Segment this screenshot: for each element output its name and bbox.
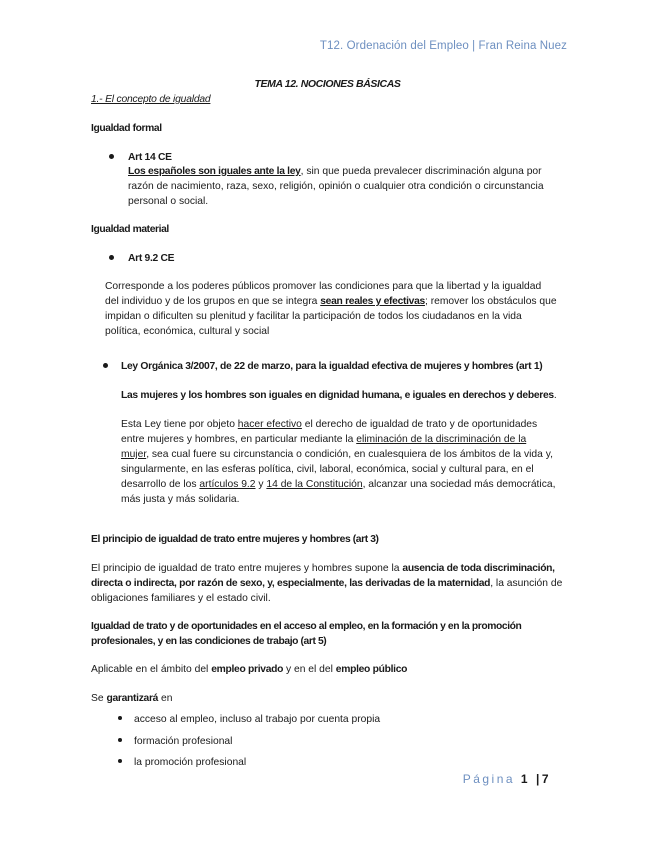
paragraph-ley [121, 417, 566, 507]
paragraph-garantizara [91, 691, 172, 706]
page-header: T12. Ordenación del Empleo | Fran Reina Nuez [319, 40, 567, 52]
bullet-label: Art 14 CE [128, 152, 172, 163]
bullet-label: Ley Orgánica 3/2007, de 22 de marzo, para la igualdad efectiva de mujeres y hombres (art 1) [121, 361, 543, 372]
bullet-icon [118, 716, 122, 720]
list-item-label: acceso al empleo, incluso al trabajo por cuenta propia [134, 714, 381, 725]
text-line: más justa y más solidaria. [121, 494, 240, 505]
underlined-text: eliminación de la discriminación de la [356, 434, 527, 445]
document-title: TEMA 12. NOCIONES BÁSICAS [254, 78, 401, 90]
text: desarrollo de los [121, 479, 200, 490]
bold-text: empleo privado [211, 664, 284, 675]
text-line: política, económica, cultural y social [105, 326, 270, 337]
bullet-ley-organica [103, 359, 542, 374]
underlined-text: Los españoles son iguales ante la ley [128, 166, 301, 177]
bold-text: empleo público [335, 664, 408, 675]
section-heading: 1.- El concepto de igualdad [91, 94, 211, 105]
underlined-text: 14 de la Constitución [266, 479, 363, 490]
bullet-art14 [109, 150, 172, 165]
page-total: 7 [541, 772, 551, 786]
paragraph-art92 [105, 279, 565, 339]
text: ; remover los obstáculos que [424, 296, 557, 307]
paragraph-aplicable [91, 662, 407, 677]
list-item-label: formación profesional [134, 736, 233, 747]
page-number: 1 [520, 772, 531, 786]
text: del individuo y de los grupos en que se integra [105, 296, 321, 307]
list-item-label: la promoción profesional [134, 757, 247, 768]
text: entre mujeres y hombres, en particular mediante la [121, 434, 357, 445]
text: , alcanzar una sociedad más democrática, [362, 479, 556, 490]
text-line: personal o social. [128, 196, 209, 207]
heading-igualdad-oportunidades [91, 619, 566, 649]
bold-text: garantizará [106, 693, 159, 704]
bold-text: directa o indirecta, por razón de sexo, y, especialmente, las derivadas de la maternidad [91, 578, 491, 589]
heading-line: Igualdad de trato y de oportunidades en el acceso al empleo, en la formación y en la promoción [91, 621, 522, 632]
text-line: singularmente, en las esferas política, civil, laboral, económica, social y cultural para, en el [121, 464, 534, 475]
underlined-text: mujer [121, 449, 147, 460]
text-line: impidan o dificulten su plenitud y facilitar la participación de todos los ciudadanos en la vida [105, 311, 522, 322]
paragraph-art14 [128, 164, 564, 209]
heading-igualdad-material: Igualdad material [91, 224, 169, 235]
text: . [553, 390, 557, 401]
text-line: obligaciones familiares y el estado civil. [91, 593, 271, 604]
text: Aplicable en el ámbito del [91, 664, 212, 675]
underlined-text: artículos 9.2 [199, 479, 256, 490]
list-item [118, 734, 232, 749]
text: , sea cual fuere su circunstancia o condición, en cualesquiera de los ámbitos de la vida y, [146, 449, 553, 460]
underlined-text: sean reales y efectivas [320, 296, 425, 307]
bullet-icon [103, 363, 108, 368]
paragraph-principio [91, 561, 566, 606]
bullet-label: Art 9.2 CE [128, 253, 175, 264]
bullet-icon [118, 759, 122, 763]
text: Esta Ley tiene por objeto [121, 419, 238, 430]
heading-principio-igualdad: El principio de igualdad de trato entre mujeres y hombres (art 3) [91, 534, 379, 545]
text: el derecho de igualdad de trato y de oportunidades [301, 419, 538, 430]
bullet-art92 [109, 251, 174, 266]
bullet-icon [118, 738, 122, 742]
bold-statement [121, 388, 566, 403]
text: El principio de igualdad de trato entre mujeres y hombres supone la [91, 563, 403, 574]
bold-text: ausencia de toda discriminación, [402, 563, 555, 574]
text: , la asunción de [490, 578, 563, 589]
bullet-icon [109, 255, 114, 260]
text: en [158, 693, 173, 704]
text: Se [91, 693, 107, 704]
text-line: razón de nacimiento, raza, sexo, religión, opinión o cualquier otra condición o circunstancia [128, 181, 544, 192]
underlined-text: hacer efectivo [237, 419, 302, 430]
text: Las mujeres y los hombres son iguales en dignidad humana, e iguales en derechos y deberes [121, 390, 554, 401]
heading-igualdad-formal: Igualdad formal [91, 123, 162, 134]
text: y [255, 479, 267, 490]
page-footer [463, 772, 551, 787]
heading-line: profesionales, y en las condiciones de trabajo (art 5) [91, 636, 327, 647]
text: y en el del [283, 664, 336, 675]
text: , sin que pueda prevalecer discriminación alguna por [300, 166, 542, 177]
separator: | [535, 772, 542, 786]
list-item [118, 755, 246, 770]
list-item [118, 712, 380, 727]
page-label: Página [462, 772, 516, 786]
bullet-icon [109, 154, 114, 159]
text-line: Corresponde a los poderes públicos promover las condiciones para que la libertad y la igualdad [105, 281, 542, 292]
